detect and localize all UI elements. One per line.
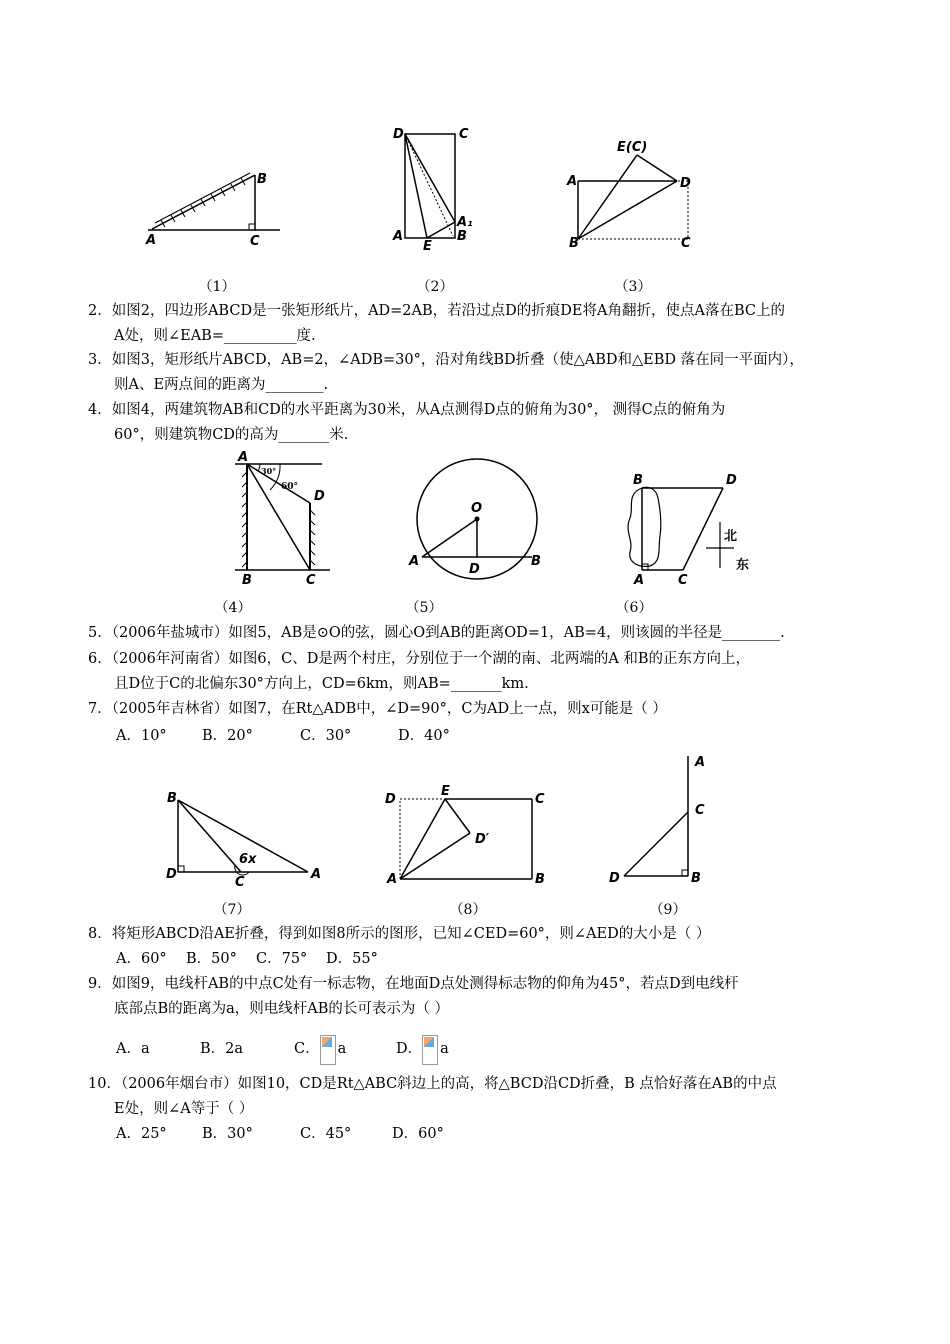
question-10-options xyxy=(116,1122,444,1143)
figure-3 xyxy=(565,135,700,250)
figure-4 xyxy=(230,448,330,588)
fig3-label-EC: E(C) xyxy=(617,140,648,155)
fig7-label-C: C xyxy=(235,875,245,890)
fig7-label-x: 6x xyxy=(239,852,257,867)
question-6: 6．（2006年河南省）如图6，C、D是两个村庄，分别位于一个湖的南、北两端的A 和B的正东方向上， 且D位于C的北偏东30°方向上，CD=6km，则AB=_______km. xyxy=(88,651,751,692)
fig5-label-A: A xyxy=(409,554,420,569)
fig2-label-B: B xyxy=(457,229,467,244)
fig1-label-C: C xyxy=(250,234,260,249)
q7-option-d[interactable]: D．40° xyxy=(398,728,450,744)
question-9: 9．如图9，电线杆AB的中点C处有一标志物，在地面D点处测得标志物的仰角为45°，若点D到电线杆 底部点B的距离为a，则电线杆AB的长可表示为（ ） xyxy=(88,976,739,1017)
fig6-label-east: 东 xyxy=(736,558,750,573)
figure-5 xyxy=(405,452,550,582)
question-4: 4．如图4，两建筑物AB和CD的水平距离为30米，从A点测得D点的俯角为30°， 测得C点的俯角为 60°，则建筑物CD的高为_______米. xyxy=(88,402,726,443)
q8-option-c[interactable]: C．75° xyxy=(256,951,308,967)
fig9-label-C: C xyxy=(695,803,705,818)
q8-option-d[interactable]: D．55° xyxy=(326,951,378,967)
fig7-label-A: A xyxy=(311,867,322,882)
fig4-label-B: B xyxy=(242,573,252,588)
fig5-label-B: B xyxy=(531,554,541,569)
broken-image-icon xyxy=(320,1035,336,1065)
fig4-angle-60: 60° xyxy=(281,482,299,492)
fig6-label-north: 北 xyxy=(724,529,738,544)
figure-6 xyxy=(620,468,760,588)
fig8-label-B: B xyxy=(535,872,545,887)
fig1-label-A: A xyxy=(146,233,157,248)
caption-9: （9） xyxy=(649,902,687,918)
q8-option-a[interactable]: A．60° xyxy=(116,951,167,967)
fig9-label-D: D xyxy=(609,871,620,886)
figure-9 xyxy=(605,752,725,887)
fig3-label-C: C xyxy=(681,236,691,251)
fig9-label-B: B xyxy=(691,871,701,886)
fig5-label-D: D xyxy=(469,562,480,577)
question-5: 5．（2006年盐城市）如图5，AB是⊙O的弦，圆心O到AB的距离OD=1，AB=4，则该圆的半径是________. xyxy=(88,625,785,641)
q10-option-c[interactable]: C．45° xyxy=(300,1126,352,1142)
figure-8 xyxy=(383,783,553,888)
figure-7 xyxy=(163,788,328,888)
fig7-label-D: D xyxy=(166,867,177,882)
question-9-options xyxy=(116,1035,449,1065)
fig4-angle-30: 30° xyxy=(261,466,277,476)
fig7-label-B: B xyxy=(167,791,177,806)
fig2-label-E: E xyxy=(423,239,432,254)
fig6-label-D: D xyxy=(726,473,737,488)
question-8: 8．将矩形ABCD沿AE折叠，得到如图8所示的图形，已知∠CED=60°，则∠AED的大小是（ ） xyxy=(88,926,711,942)
q8-option-b[interactable]: B．50° xyxy=(186,951,237,967)
question-3: 3．如图3，矩形纸片ABCD，AB=2，∠ADB=30°，沿对角线BD折叠（使△ABD和△EBD 落在同一平面内）， 则A、E两点间的距离为________. xyxy=(88,352,804,393)
fig4-label-C: C xyxy=(306,573,316,588)
fig8-label-C: C xyxy=(535,792,545,807)
caption-3: （3） xyxy=(614,279,652,295)
question-2: 2．如图2，四边形ABCD是一张矩形纸片，AD=2AB，若沿过点D的折痕DE将A角翻折，使点A落在BC上的 A处，则∠EAB=__________度. xyxy=(88,303,785,344)
figure-1 xyxy=(140,165,280,250)
fig8-label-D: D xyxy=(385,792,396,807)
fig9-label-A: A xyxy=(695,755,706,770)
question-10: 10．（2006年烟台市）如图10，CD是Rt△ABC斜边上的高，将△BCD沿CD折叠，B 点恰好落在AB的中点 E处，则∠A等于（ ） xyxy=(88,1076,777,1117)
fig3-label-A: A xyxy=(567,174,578,189)
q7-option-a[interactable]: A．10° xyxy=(116,728,167,744)
q10-option-a[interactable]: A．25° xyxy=(116,1126,167,1142)
fig5-label-O: O xyxy=(471,501,483,516)
caption-4: （4） xyxy=(214,600,252,616)
fig1-label-B: B xyxy=(257,172,267,187)
q10-option-d[interactable]: D．60° xyxy=(392,1126,444,1142)
caption-5: （5） xyxy=(405,600,443,616)
fig8-label-E: E xyxy=(441,784,450,799)
q7-option-c[interactable]: C．30° xyxy=(300,728,352,744)
q7-option-b[interactable]: B．20° xyxy=(202,728,253,744)
fig2-label-D: D xyxy=(393,127,404,142)
q9-option-c[interactable]: C． a xyxy=(294,1035,396,1065)
caption-8: （8） xyxy=(449,902,487,918)
fig8-label-Dprime: D′ xyxy=(475,832,490,847)
fig6-label-A: A xyxy=(634,573,645,588)
caption-6: （6） xyxy=(615,600,653,616)
question-7: 7．（2005年吉林省）如图7，在Rt△ADB中，∠D=90°，C为AD上一点，则x可能是（ ） xyxy=(88,701,667,717)
q9-option-d[interactable]: D． a xyxy=(396,1035,449,1065)
fig4-label-D: D xyxy=(314,489,325,504)
fig3-label-B: B xyxy=(569,236,579,251)
fig4-label-A: A xyxy=(238,450,249,465)
broken-image-icon xyxy=(422,1035,438,1065)
q9-option-b[interactable]: B．2a xyxy=(200,1041,244,1057)
caption-7: （7） xyxy=(213,902,251,918)
question-8-options xyxy=(116,947,378,968)
fig6-label-B: B xyxy=(633,473,643,488)
q9-option-a[interactable]: A．a xyxy=(116,1041,150,1057)
caption-1: （1） xyxy=(198,279,236,295)
question-7-options xyxy=(116,724,450,745)
fig6-label-C: C xyxy=(678,573,688,588)
figure-2 xyxy=(385,122,485,252)
caption-2: （2） xyxy=(416,279,454,295)
fig2-label-A1: A₁ xyxy=(457,215,473,230)
fig3-label-D: D xyxy=(680,176,691,191)
q10-option-b[interactable]: B．30° xyxy=(202,1126,253,1142)
fig8-label-A: A xyxy=(387,872,398,887)
fig2-label-C: C xyxy=(459,127,469,142)
fig2-label-A: A xyxy=(393,229,404,244)
